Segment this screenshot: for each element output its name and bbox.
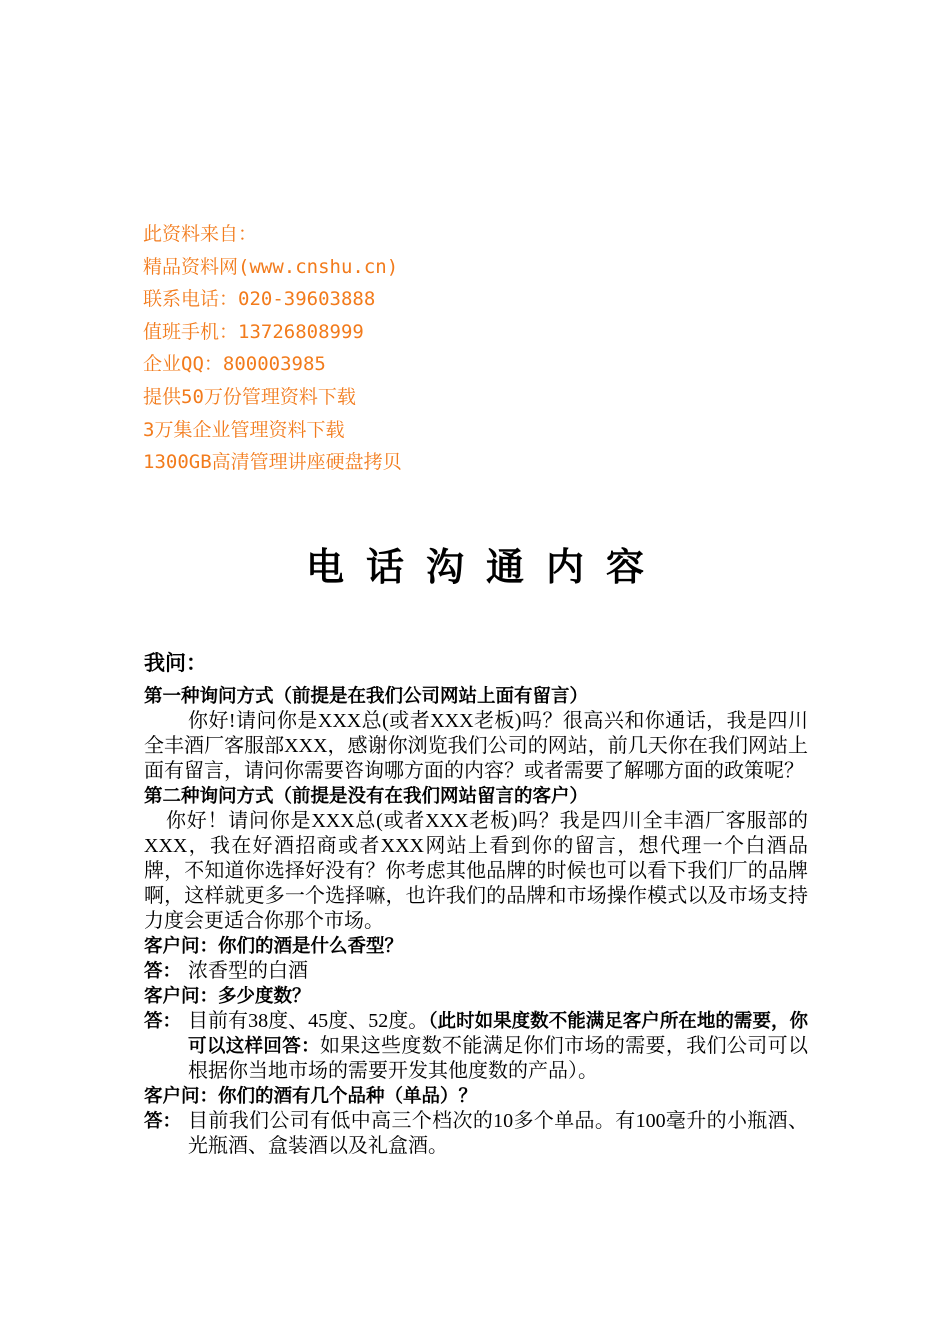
answer-aroma <box>144 959 808 984</box>
method1-heading: 第一种询问方式（前提是在我们公司网站上面有留言） <box>144 686 589 707</box>
question-varieties: 客户问：你们的酒有几个品种（单品）？ <box>144 1086 478 1107</box>
document-body <box>144 646 808 1159</box>
answer-note-bold: （此时如果度数不能满足客户所在地的需要，你可以这样回答： <box>188 1011 808 1057</box>
source-line: 此资料来自： <box>143 223 258 245</box>
source-line-website: 精品资料网(www.cnshu.cn) <box>143 255 399 278</box>
answer-label: 答： <box>144 961 182 982</box>
answer-text: 浓香型的白酒 <box>188 960 308 982</box>
source-line-phone: 联系电话：020-39603888 <box>143 288 376 311</box>
method2-heading: 第二种询问方式（前提是没有在我们网站留言的客户） <box>144 786 589 807</box>
source-line-offer3: 1300GB高清管理讲座硬盘拷贝 <box>143 451 402 474</box>
method2-paragraph: 你好！请问你是XXX总(或者XXX老板)吗？我是四川全丰酒厂客服部的XXX，我在好酒招商或者XXX网站上看到你的留言，想代理一个白酒品牌，不知道你选择好没有？你考虑其他品牌的时候也可以看下我们厂的品牌啊，这样就更多一个选择嘛，也许我们的品牌和市场操作模式以及市场支持力度会更适合你那个市场。 <box>144 810 808 932</box>
question-aroma: 客户问：你们的酒是什么香型？ <box>144 936 404 957</box>
page-title: 电话沟通内容 <box>305 545 666 589</box>
source-line-offer2: 3万集企业管理资料下载 <box>143 418 345 441</box>
source-line-mobile: 值班手机：13726808999 <box>143 320 364 343</box>
answer-text-part2: 如果这些度数不能满足你们市场的需要，我们公司可以根据你当地市场的需要开发其他度数的产品）。 <box>188 1035 808 1082</box>
source-line-offer1: 提供50万份管理资料下载 <box>143 385 356 408</box>
answer-label: 答： <box>144 1011 182 1032</box>
answer-degree <box>144 1009 808 1084</box>
answer-text: 目前我们公司有低中高三个档次的10多个单品。有100毫升的小瓶酒、光瓶酒、盒装酒以及礼盒酒。 <box>188 1110 808 1157</box>
question-degree: 客户问：多少度数？ <box>144 986 311 1007</box>
answer-label: 答： <box>144 1111 182 1132</box>
source-info-block <box>143 218 663 479</box>
method1-paragraph: 你好!请问你是XXX总(或者XXX老板)吗？很高兴和你通话，我是四川全丰酒厂客服部XXX，感谢你浏览我们公司的网站，前几天你在我们网站上面有留言，请问你需要咨询哪方面的内容？或者需要了解哪方面的政策呢？ <box>144 710 808 782</box>
ask-heading: 我问： <box>144 651 207 675</box>
answer-varieties <box>144 1109 808 1159</box>
answer-text-part1: 目前有38度、45度、52度。 <box>188 1010 429 1032</box>
answer-text <box>188 1009 808 1084</box>
source-line-qq: 企业QQ：800003985 <box>143 353 326 376</box>
